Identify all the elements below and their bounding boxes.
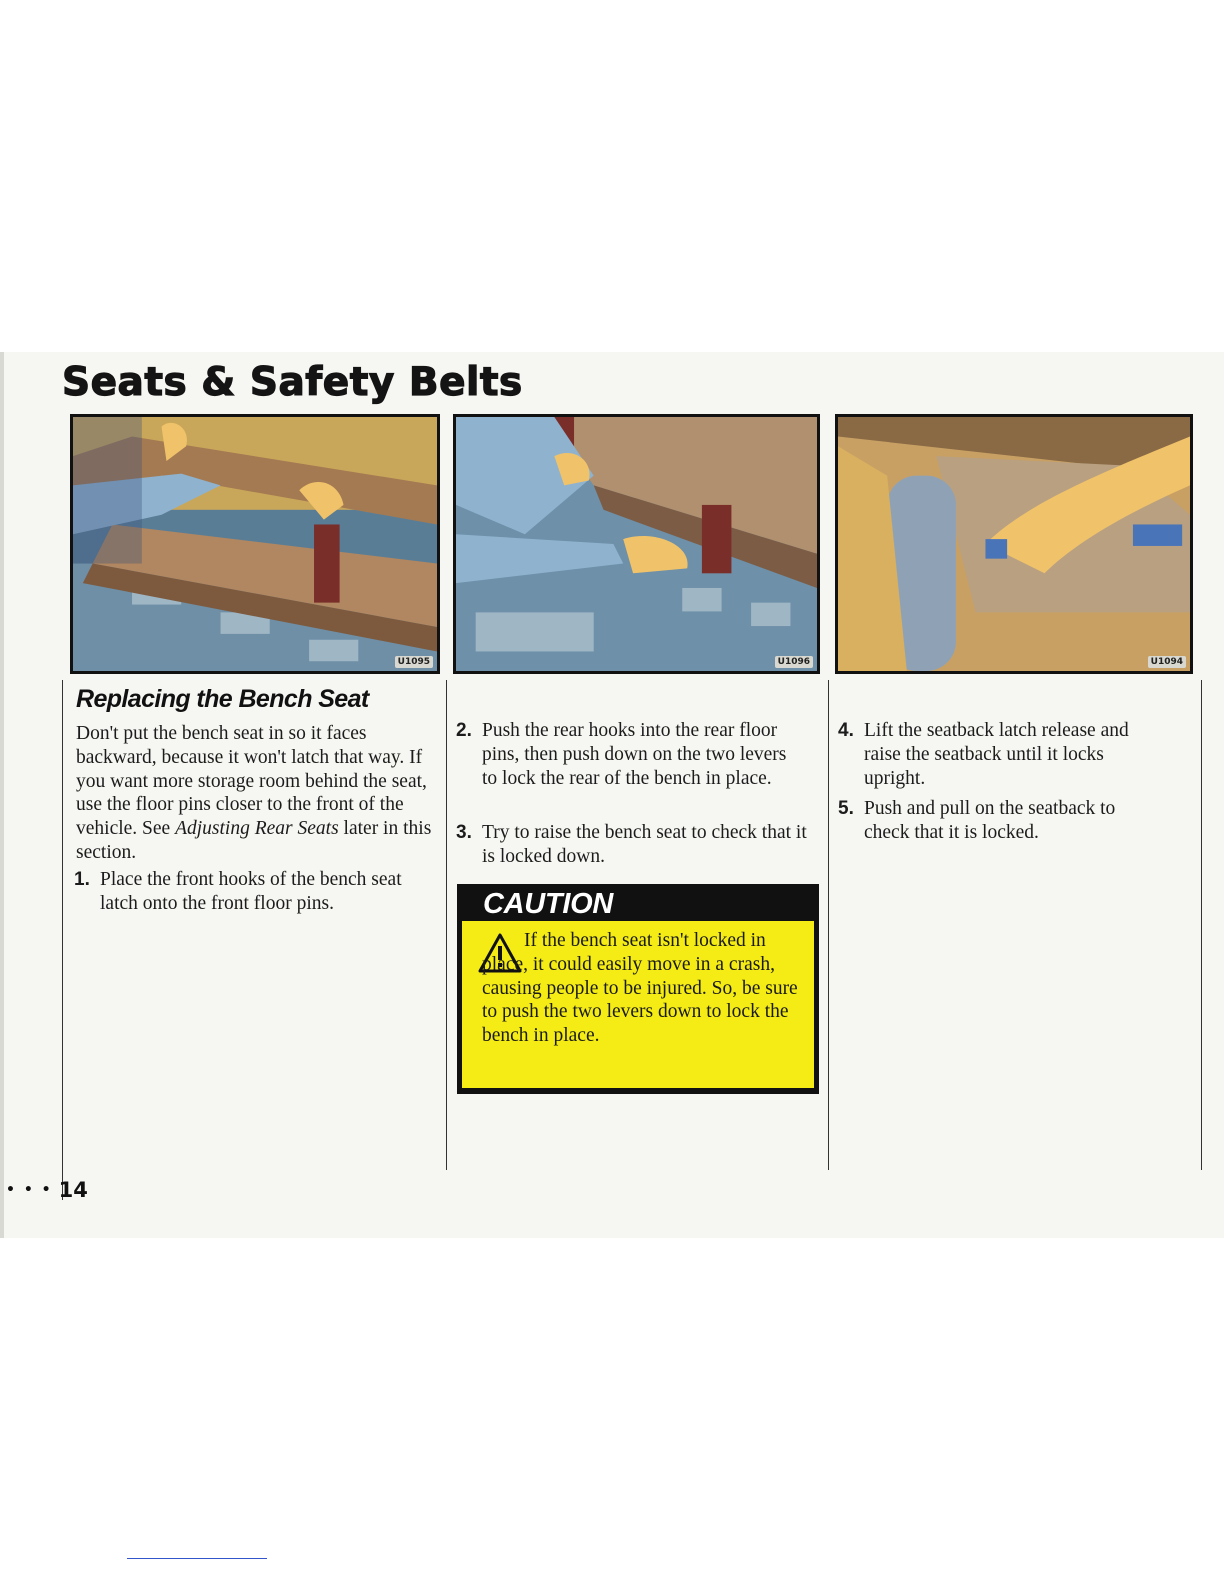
step-item xyxy=(456,719,796,790)
column-divider xyxy=(62,680,63,1200)
photo-code: U1095 xyxy=(395,656,433,668)
subheading: Replacing the Bench Seat xyxy=(76,685,369,713)
photo-seatback-latch xyxy=(835,414,1193,674)
footer-link-underline xyxy=(127,1558,267,1559)
seatback-latch-illustration xyxy=(838,417,1190,671)
rear-hooks-illustration xyxy=(456,417,817,671)
column-divider xyxy=(828,680,829,1170)
caution-text: If the bench seat isn't locked in place, it could easily move in a crash, causing people to be injured. So, be sure to push the two levers down to lock the bench in place. xyxy=(482,930,798,1047)
page-dots: • • • xyxy=(6,1182,53,1198)
photo-bench-front-hooks xyxy=(70,414,440,674)
photo-code: U1094 xyxy=(1148,656,1186,668)
caution-body xyxy=(462,921,814,1088)
intro-paragraph xyxy=(76,722,438,865)
step-number: 2. xyxy=(456,720,472,741)
column-divider xyxy=(1201,680,1202,1170)
step-number: 4. xyxy=(838,720,854,741)
page-number-value: 14 xyxy=(58,1178,88,1202)
page-edge xyxy=(0,352,4,1238)
photo-code: U1096 xyxy=(775,656,813,668)
caution-box xyxy=(457,884,819,1094)
step-item xyxy=(74,868,424,916)
intro-text: Don't put the bench seat in so it faces backward, because it won't latch that way. If you want more storage room behind the seat, use the floor pins closer to the front of the vehicle. See xyxy=(76,723,427,840)
step-number: 1. xyxy=(74,869,90,890)
page-number xyxy=(6,1178,88,1202)
step-item xyxy=(838,797,1158,845)
intro-text-end: later in this section. xyxy=(76,818,432,863)
column-divider xyxy=(446,680,447,1170)
step-text: Lift the seatback latch release and raise the seatback until it locks upright. xyxy=(864,720,1129,789)
step-item xyxy=(456,821,816,869)
step-number: 5. xyxy=(838,798,854,819)
step-number: 3. xyxy=(456,822,472,843)
section-title: Seats & Safety Belts xyxy=(62,360,523,405)
step-text: Push the rear hooks into the rear floor pins, then push down on the two levers to lock the rear of the bench in place. xyxy=(482,720,787,789)
step-text: Try to raise the bench seat to check that it is locked down. xyxy=(482,822,807,867)
step-item xyxy=(838,719,1168,790)
photo-rear-hooks-levers xyxy=(453,414,820,674)
cross-reference: Adjusting Rear Seats xyxy=(175,818,339,840)
bench-front-illustration xyxy=(73,417,437,671)
caution-heading: CAUTION xyxy=(483,888,614,920)
step-text: Place the front hooks of the bench seat latch onto the front floor pins. xyxy=(100,869,402,914)
step-text: Push and pull on the seatback to check that it is locked. xyxy=(864,798,1116,843)
